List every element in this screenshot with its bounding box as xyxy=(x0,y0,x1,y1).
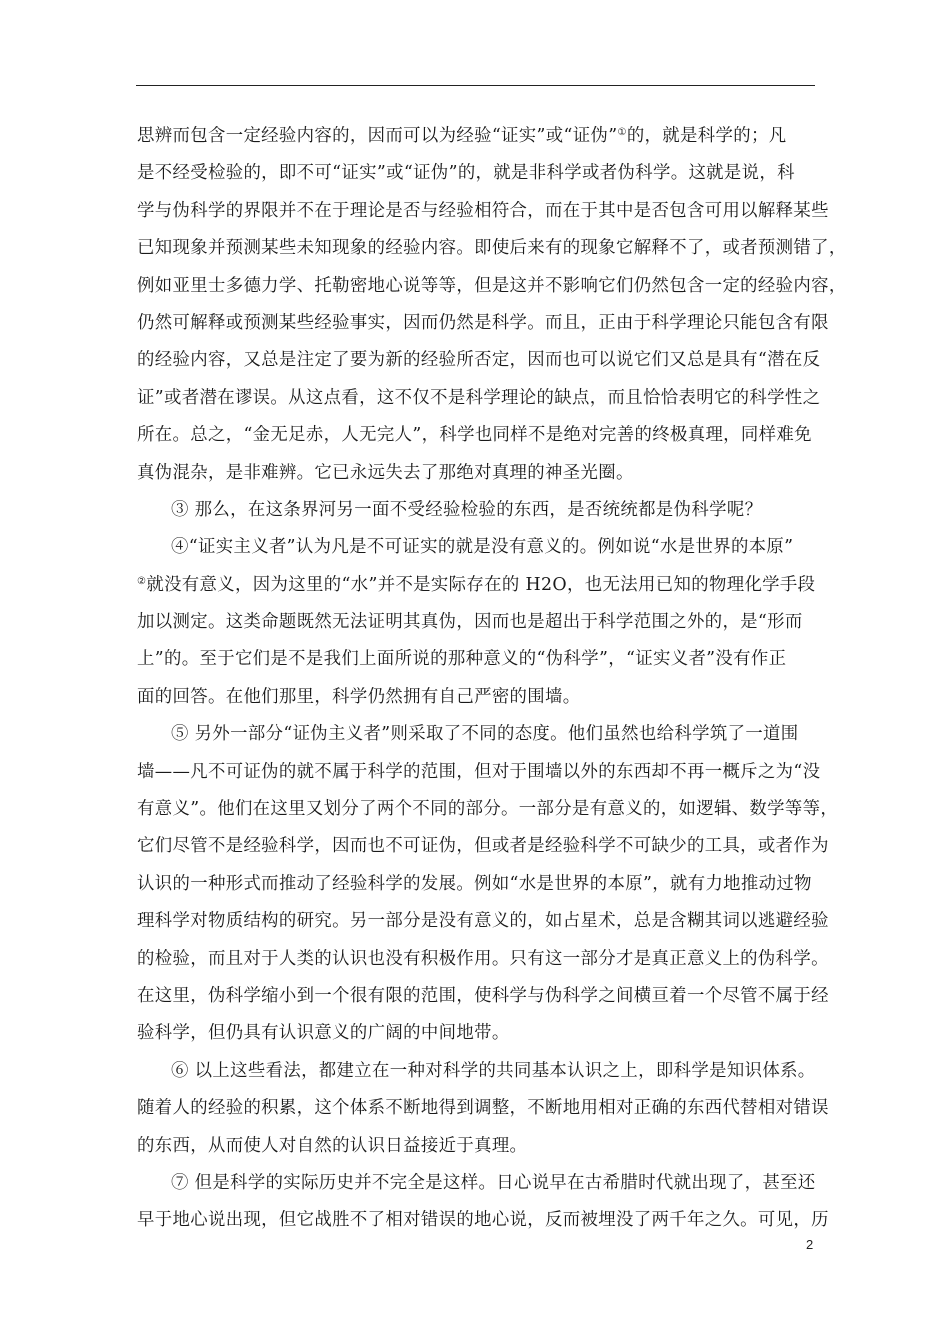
paragraph-5-line-1: ⑤ 另外一部分“证伪主义者”则采取了不同的态度。他们虽然也给科学筑了一道围 xyxy=(171,724,799,745)
text-line-22: 理科学对物质结构的研究。另一部分是没有意义的，如占星术，总是含糊其词以逃避经验 xyxy=(137,911,829,932)
text-line-13: ②就没有意义，因为这里的“水”并不是实际存在的 H2O，也无法用已知的物理化学手段 xyxy=(137,574,816,595)
paragraph-3-line-1: ③ 那么，在这条界河另一面不受经验检验的东西，是否统统都是伪科学呢？ xyxy=(171,499,763,520)
text-line-5: 例如亚里士多德力学、托勒密地心说等等，但是这并不影响它们仍然包含一定的经验内容， xyxy=(137,275,847,296)
text-line-21: 认识的一种形式而推动了经验科学的发展。例如“水是世界的本原”，就有力地推动过物 xyxy=(137,873,812,894)
text-line-15: 上”的。至于它们是不是我们上面所说的那种意义的“伪科学”，“证实义者”没有作正 xyxy=(137,649,787,670)
text-line-10: 真伪混杂，是非难辨。它已永远失去了那绝对真理的神圣光圈。 xyxy=(137,462,634,483)
header-rule xyxy=(136,85,815,86)
text-line-9: 所在。总之，“金无足赤，人无完人”，科学也同样不是绝对完善的终极真理，同样难免 xyxy=(137,425,812,446)
text-line-16: 面的回答。在他们那里，科学仍然拥有自己严密的围墙。 xyxy=(137,686,581,707)
text-line-7: 的经验内容，又总是注定了要为新的经验所否定，因而也可以说它们又总是具有“潜在反 xyxy=(137,350,821,371)
text-line-28: 的东西，从而使人对自然的认识日益接近于真理。 xyxy=(137,1135,528,1156)
text-line-8: 证”或者潜在谬误。从这点看，这不仅不是科学理论的缺点，而且恰恰表明它的科学性之 xyxy=(137,387,821,408)
text-line-4: 已知现象并预测某些未知现象的经验内容。即使后来有的现象它解释不了，或者预测错了， xyxy=(137,238,847,259)
paragraph-7-line-1: ⑦ 但是科学的实际历史并不完全是这样。日心说早在古希腊时代就出现了，甚至还 xyxy=(171,1172,816,1193)
text-line-24: 在这里，伪科学缩小到一个很有限的范围，使科学与伪科学之间横亘着一个尽管不属于经 xyxy=(137,985,829,1006)
paragraph-4-line-1: ④“证实主义者”认为凡是不可证实的就是没有意义的。例如说“水是世界的本原” xyxy=(171,537,794,558)
text-line-25: 验科学，但仍具有认识意义的广阔的中间地带。 xyxy=(137,1023,510,1044)
text-line-1: 思辨而包含一定经验内容的，因而可以为经验“证实”或“证伪”①的，就是科学的；凡 xyxy=(137,126,787,146)
text-line-23: 的检验，而且对于人类的认识也没有积极作用。只有这一部分才是真正意义上的伪科学。 xyxy=(137,948,829,969)
paragraph-6-line-1: ⑥ 以上这些看法，都建立在一种对科学的共同基本认识之上，即科学是知识体系。 xyxy=(171,1060,816,1081)
text-line-2: 是不经受检验的，即不可“证实”或“证伪”的，就是非科学或者伪科学。这就是说，科 xyxy=(137,163,795,184)
text-line-20: 它们尽管不是经验科学，因而也不可证伪，但或者是经验科学不可缺少的工具，或者作为 xyxy=(137,836,829,857)
footnote-marker-2: ② xyxy=(137,575,147,587)
text-line-30: 早于地心说出现，但它战胜不了相对错误的地心说，反而被埋没了两千年之久。可见，历 xyxy=(137,1210,829,1231)
text-line-19: 有意义”。他们在这里又划分了两个不同的部分。一部分是有意义的，如逻辑、数学等等， xyxy=(137,799,839,820)
document-body xyxy=(137,118,847,1240)
text-line-6: 仍然可解释或预测某些经验事实，因而仍然是科学。而且，正由于科学理论只能包含有限 xyxy=(137,312,829,333)
text-line-27: 随着人的经验的积累，这个体系不断地得到调整，不断地用相对正确的东西代替相对错误 xyxy=(137,1098,829,1119)
page-number: 2 xyxy=(806,1237,814,1252)
text-line-18: 墙——凡不可证伪的就不属于科学的范围，但对于围墙以外的东西却不再一概斥之为“没 xyxy=(137,761,821,782)
text-line-14: 加以测定。这类命题既然无法证明其真伪，因而也是超出于科学范围之外的，是“形而 xyxy=(137,612,803,633)
footnote-marker-1: ① xyxy=(617,127,627,138)
text-line-3: 学与伪科学的界限并不在于理论是否与经验相符合，而在于其中是否包含可用以解释某些 xyxy=(137,200,829,221)
